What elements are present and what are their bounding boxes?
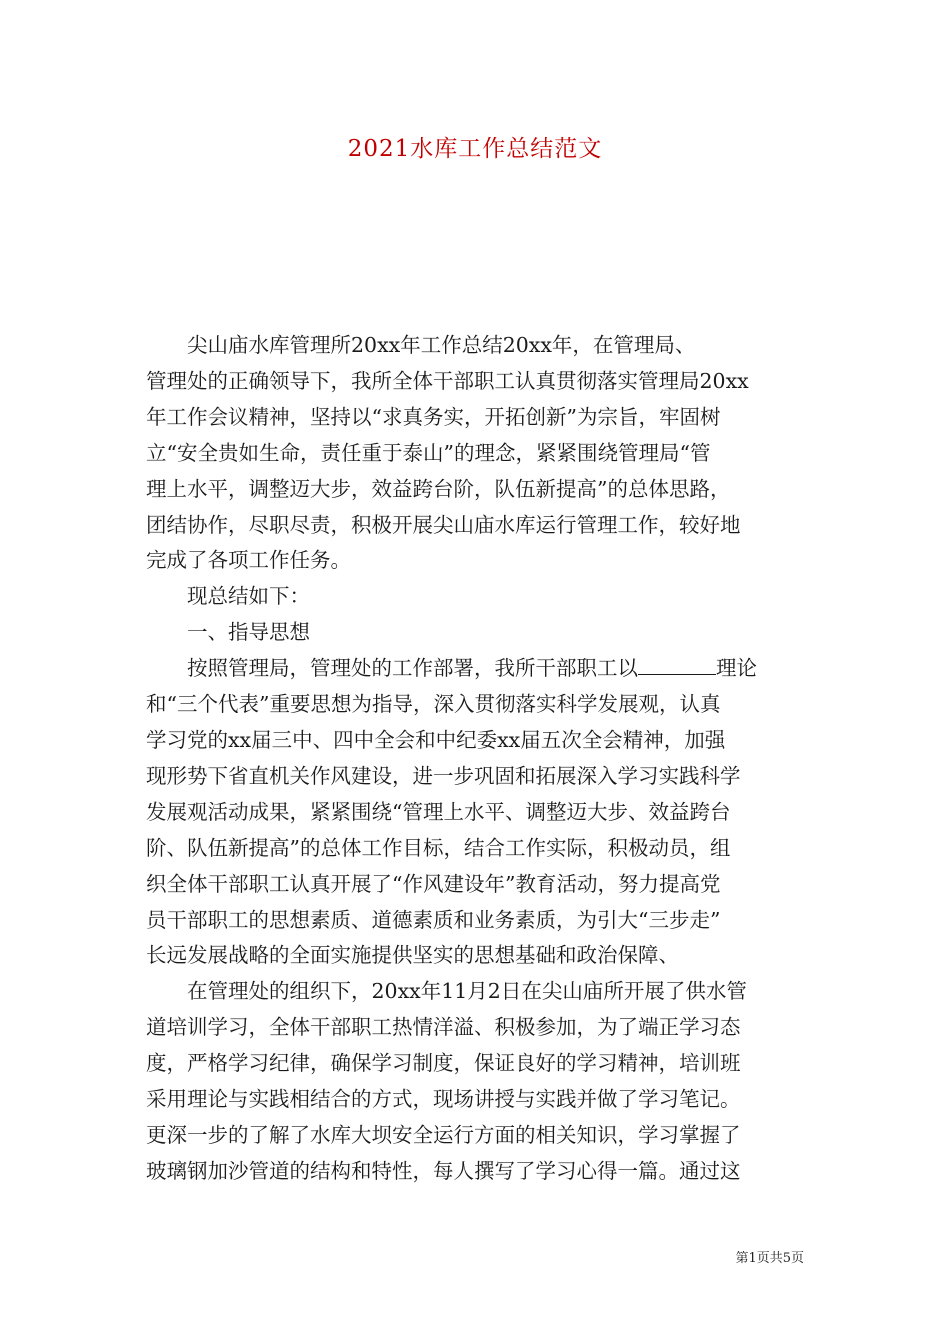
body-line: 采用理论与实践相结合的方式，现场讲授与实践并做了学习笔记。 (146, 1087, 741, 1112)
body-line: 学习党的xx届三中、四中全会和中纪委xx届五次全会精神，加强 (146, 727, 726, 752)
body-line: 尖山庙水库管理所20xx年工作总结20xx年，在管理局、 (146, 333, 696, 357)
body-line: 道培训学习，全体干部职工热情洋溢、积极参加，为了端正学习态 (146, 1015, 741, 1040)
body-line: 度，严格学习纪律，确保学习制度，保证良好的学习精神，培训班 (146, 1051, 741, 1076)
body-line-with-blank (146, 651, 806, 687)
body-line: 理上水平，调整迈大步，效益跨台阶，队伍新提高”的总体思路， (146, 476, 731, 501)
document-title: 2021水库工作总结范文 (347, 136, 603, 162)
body-line: 管理处的正确领导下，我所全体干部职工认真贯彻落实管理局20xx (146, 368, 749, 393)
section-heading: 一、指导思想 (146, 620, 310, 645)
body-line-start: 按照管理局，管理处的工作部署，我所干部职工以 (146, 656, 638, 681)
fill-in-blank (638, 652, 716, 675)
body-line: 玻璃钢加沙管道的结构和特性，每人撰写了学习心得一篇。通过这 (146, 1158, 741, 1183)
body-line: 完成了各项工作任务。 (146, 548, 351, 573)
body-line: 在管理处的组织下，20xx年11月2日在尖山庙所开展了供水管 (146, 979, 747, 1004)
body-line: 阶、队伍新提高”的总体工作目标，结合工作实际，积极动员，组 (146, 835, 731, 860)
body-line: 现总结如下： (146, 584, 310, 609)
body-line: 织全体干部职工认真开展了“作风建设年”教育活动，努力提高党 (146, 871, 721, 896)
body-line-end: 理论 (716, 656, 757, 681)
page-number: 第1页共5页 (735, 1251, 804, 1266)
body-line: 立“安全贵如生命，责任重于泰山”的理念，紧紧围绕管理局“管 (146, 440, 711, 465)
body-line: 发展观活动成果，紧紧围绕“管理上水平、调整迈大步、效益跨台 (146, 799, 731, 824)
body-line: 团结协作，尽职尽责，积极开展尖山庙水库运行管理工作，较好地 (146, 512, 741, 537)
body-line: 年工作会议精神，坚持以“求真务实，开拓创新”为宗旨，牢固树 (146, 404, 721, 429)
body-line: 和“三个代表”重要思想为指导，深入贯彻落实科学发展观，认真 (146, 692, 721, 717)
body-line: 长远发展战略的全面实施提供坚实的思想基础和政治保障、 (146, 943, 679, 968)
body-line: 现形势下省直机关作风建设，进一步巩固和拓展深入学习实践科学 (146, 763, 741, 788)
body-line: 更深一步的了解了水库大坝安全运行方面的相关知识，学习掌握了 (146, 1122, 741, 1147)
body-line: 员干部职工的思想素质、道德素质和业务素质，为引大“三步走” (146, 907, 721, 932)
document-body (146, 328, 806, 1190)
